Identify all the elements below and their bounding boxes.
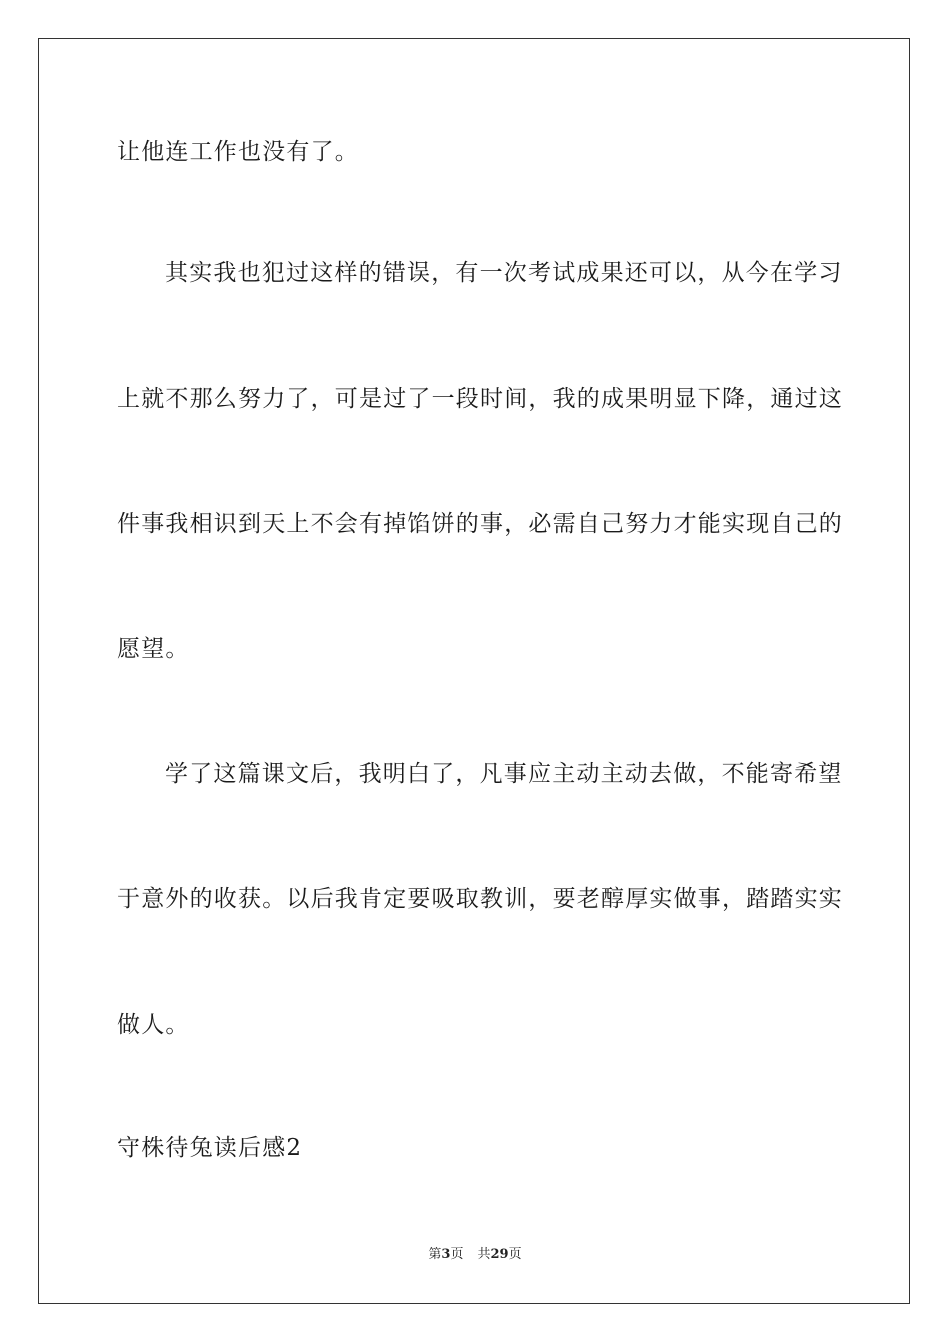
text-line-8: 做人。 bbox=[117, 1012, 190, 1038]
footer-page-prefix: 第 bbox=[428, 1247, 442, 1262]
text-line-4: 件事我相识到天上不会有掉馅饼的事，必需自己努力才能实现自己的 bbox=[117, 511, 843, 537]
text-line-7: 于意外的收获。以后我肯定要吸取教训，要老醇厚实做事，踏踏实实 bbox=[117, 886, 843, 912]
text-line-5: 愿望。 bbox=[117, 636, 190, 662]
page-footer bbox=[0, 1246, 950, 1264]
section-heading: 守株待兔读后感2 bbox=[117, 1135, 303, 1161]
footer-page-suffix: 页 bbox=[450, 1247, 464, 1262]
text-line-6: 学了这篇课文后，我明白了，凡事应主动主动去做，不能寄希望 bbox=[165, 761, 843, 787]
footer-page-number: 3 bbox=[441, 1247, 451, 1262]
page-border bbox=[38, 38, 910, 1304]
text-line-2: 其实我也犯过这样的错误，有一次考试成果还可以，从今在学习 bbox=[165, 260, 843, 286]
text-line-1: 让他连工作也没有了。 bbox=[117, 139, 359, 165]
footer-total-prefix: 共 bbox=[477, 1247, 491, 1262]
footer-total-suffix: 页 bbox=[508, 1247, 522, 1262]
text-line-3: 上就不那么努力了，可是过了一段时间，我的成果明显下降，通过这 bbox=[117, 386, 843, 412]
footer-total-pages: 29 bbox=[490, 1247, 509, 1262]
